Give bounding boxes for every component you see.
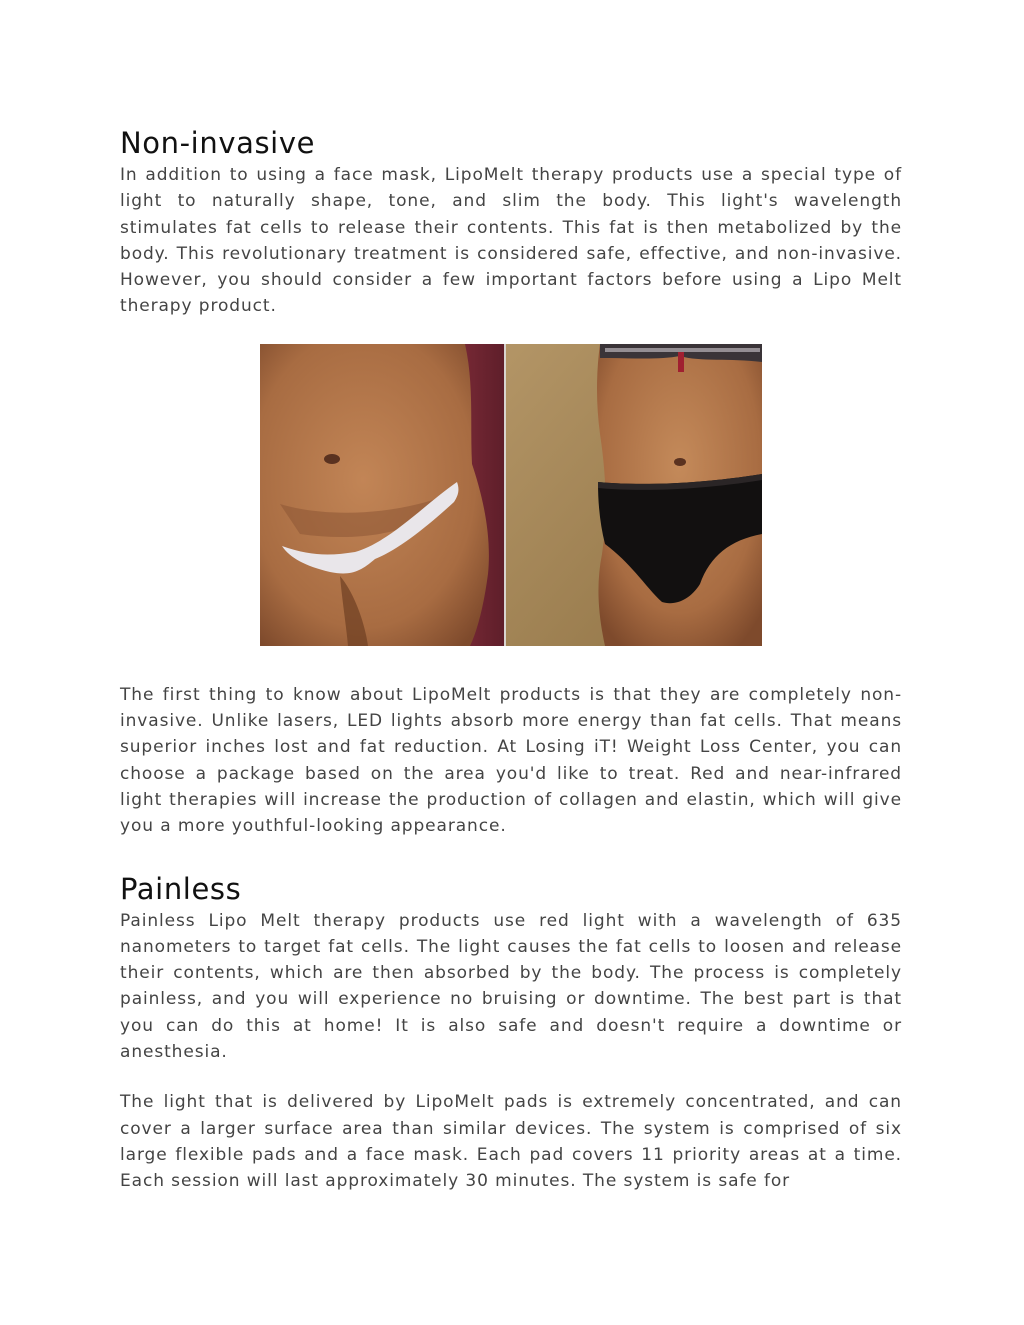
figure-container — [120, 344, 902, 646]
paragraph-painless: Painless Lipo Melt therapy products use red light with a wavelength of 635 nanometers to target fat cells. The light causes the fat cells to loosen and release their contents, which are then absorbed by the body. The process is completely painless, and you will experience no bruising or downtime. The best part is that you can do this at home! It is also safe and doesn't require a downtime or anesthesia. — [120, 910, 902, 1063]
heading-non-invasive: Non-invasive — [120, 126, 316, 160]
paragraph-first-thing: The first thing to know about LipoMelt products is that they are completely non-invasive. Unlike lasers, LED lights absorb more energy than fat cells. That means superior inches lost and fat reduction. At Losing iT! Weight Loss Center, you can choose a package based on the area you'd like to treat. Red and near-infrared light therapies will increase the production of collagen and elastin, which will give you a more youthful-looking appearance. — [120, 684, 902, 837]
paragraph-light-delivery: The light that is delivered by LipoMelt pads is extremely concentrated, and can cover a larger surface area than similar devices. The system is comprised of six large flexible pads and a face mask. Each pad covers 11 priority areas at a time. Each session will last approximately 30 minutes. The system is safe for — [120, 1092, 902, 1192]
paragraph-intro: In addition to using a face mask, LipoMelt therapy products use a special type of light to naturally shape, tone, and slim the body. This light's wavelength stimulates fat cells to release their contents. This fat is then metabolized by the body. This revolutionary treatment is considered safe, effective, and non-invasive. However, you should consider a few important factors before using a Lipo Melt therapy product. — [120, 165, 902, 317]
heading-painless: Painless — [120, 871, 242, 906]
before-after-photo — [260, 344, 762, 646]
after-panel — [506, 344, 762, 646]
before-panel — [260, 344, 505, 646]
article-content — [120, 124, 902, 1195]
